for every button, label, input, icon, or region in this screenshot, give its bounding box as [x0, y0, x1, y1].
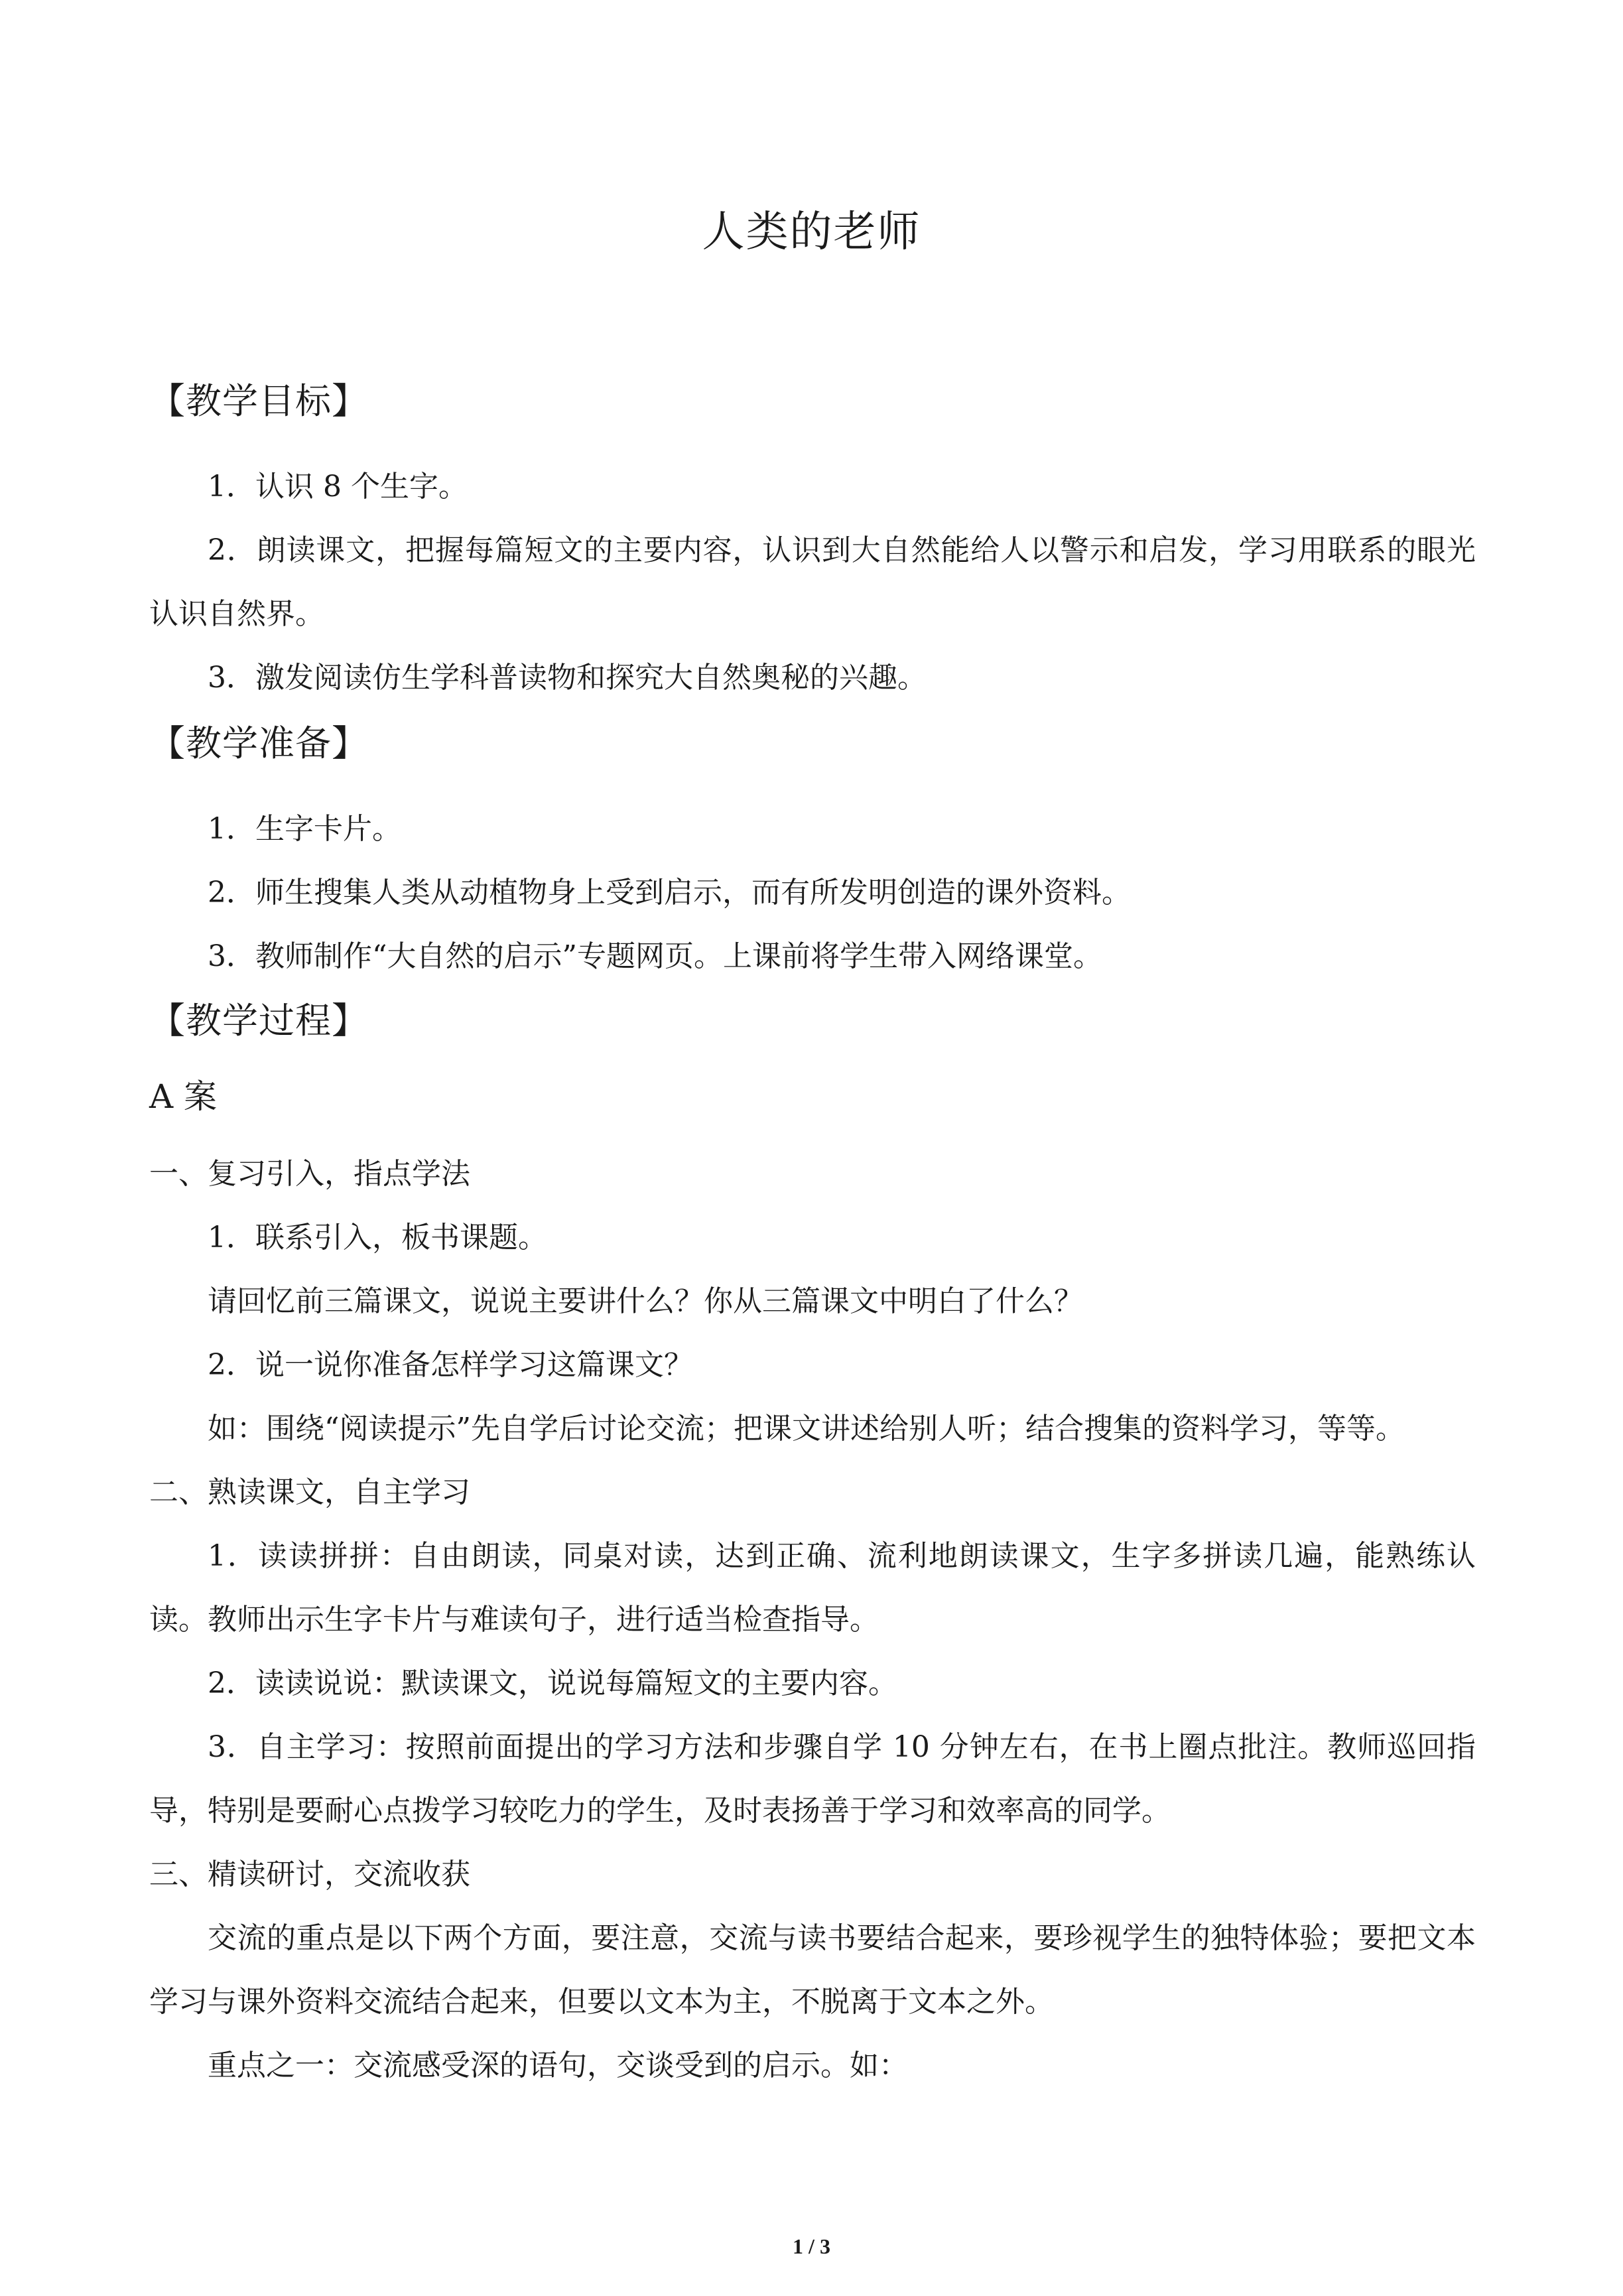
goal-item-1: 1．认识 8 个生字。	[208, 470, 468, 504]
part1-para-4: 如：围绕“阅读提示”先自学后讨论交流；把课文讲述给别人听；结合搜集的资料学习，等等。	[208, 1412, 1405, 1446]
prep-item-3: 3．教师制作“大自然的启示”专题网页。上课前将学生带入网络课堂。	[208, 939, 1102, 973]
part-title-3: 三、精读研讨，交流收获	[149, 1857, 470, 1891]
part2-para-1: 1．读读拼拼：自由朗读，同桌对读，达到正确、流利地朗读课文，生字多拼读几遍，能熟练认读。教师出示生字卡片与难读句子，进行适当检查指导。	[149, 1539, 1476, 1637]
prep-item-1: 1．生字卡片。	[208, 812, 401, 846]
part-title-2: 二、熟读课文，自主学习	[149, 1475, 470, 1509]
prep-item-2: 2．师生搜集人类从动植物身上受到启示，而有所发明创造的课外资料。	[208, 876, 1131, 910]
part2-para-3: 3．自主学习：按照前面提出的学习方法和步骤自学 10 分钟左右，在书上圈点批注。教师巡回指导，特别是要耐心点拨学习较吃力的学生，及时表扬善于学习和效率高的同学。	[149, 1730, 1476, 1828]
part1-para-1: 1．联系引入，板书课题。	[208, 1221, 547, 1254]
goal-item-3: 3．激发阅读仿生学科普读物和探究大自然奥秘的兴趣。	[208, 661, 927, 695]
part2-para-2: 2．读读说说：默读课文，说说每篇短文的主要内容。	[208, 1666, 897, 1700]
page-title: 人类的老师	[702, 208, 921, 257]
section-heading-process: 【教学过程】	[149, 1000, 368, 1042]
section-heading-goals: 【教学目标】	[149, 380, 368, 422]
part1-para-3: 2．说一说你准备怎样学习这篇课文？	[208, 1348, 693, 1382]
part-title-1: 一、复习引入，指点学法	[149, 1157, 470, 1191]
document-body	[149, 371, 1476, 2098]
goal-item-2: 2．朗读课文，把握每篇短文的主要内容，认识到大自然能给人以警示和启发，学习用联系的眼光认识自然界。	[149, 533, 1476, 631]
plan-label: A 案	[149, 1077, 218, 1116]
page-number: 1 / 3	[793, 2234, 830, 2258]
part3-para-2: 重点之一：交流感受深的语句，交谈受到的启示。如：	[208, 2049, 908, 2082]
part3-para-1: 交流的重点是以下两个方面，要注意，交流与读书要结合起来，要珍视学生的独特体验；要把文本学习与课外资料交流结合起来，但要以文本为主，不脱离于文本之外。	[149, 1921, 1476, 2019]
section-heading-prep: 【教学准备】	[149, 722, 368, 764]
part1-para-2: 请回忆前三篇课文，说说主要讲什么？你从三篇课文中明白了什么？	[208, 1284, 1083, 1318]
